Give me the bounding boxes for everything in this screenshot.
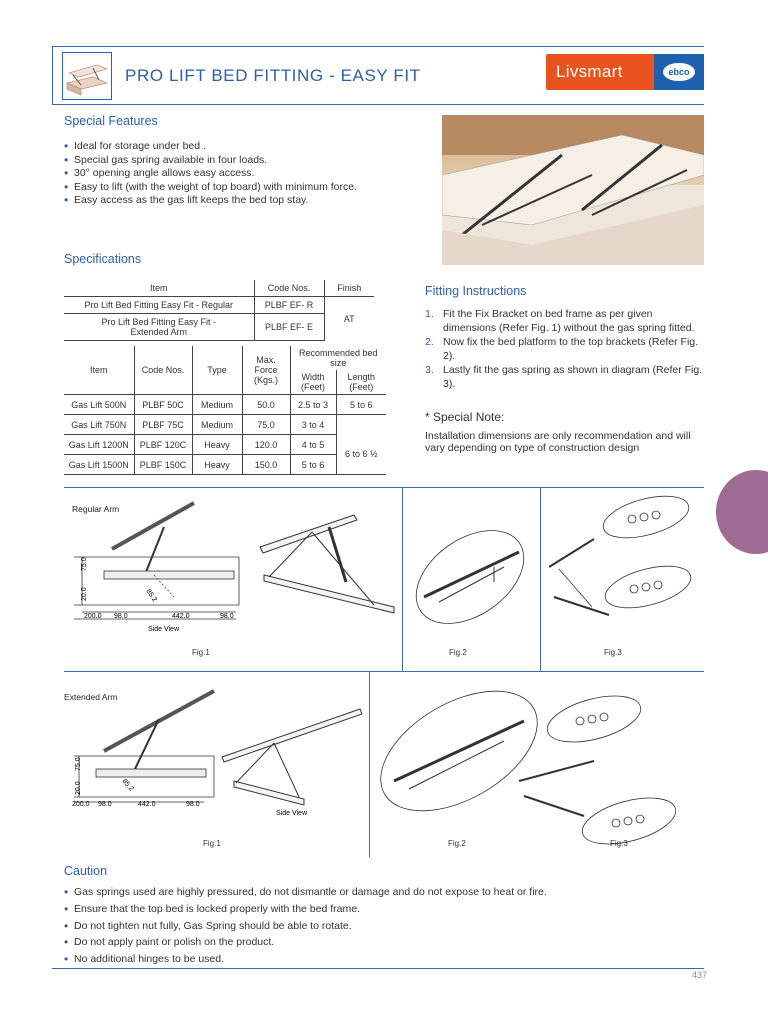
table-cell: Heavy [192,455,242,475]
table-cell: 75.0 [242,415,290,435]
list-item: • 30° opening angle allows easy access. [64,167,364,181]
step-text: Lastly fit the gas spring as shown in diagram (Refer Fig. 3). [443,364,703,390]
dim-h1: 75.0 [75,757,82,771]
table-cell: Gas Lift 1200N [64,435,134,455]
table-cell: 2.5 to 3 [290,395,336,415]
dim-h1: 75.0 [81,557,88,571]
product-thumbnail [62,52,112,100]
regular-arm-title: Regular Arm [72,504,120,514]
caution-list [64,884,704,968]
dim-b1: 200.0 [72,801,90,808]
table-cell: 6 to 6 ½ [336,435,386,475]
dim-b2: 98.0 [114,613,128,620]
spec-table-fittings [64,280,374,341]
list-item: • Do not tighten nut fully, Gas Spring should be able to rotate. [64,918,704,935]
table-cell: PLBF 50C [134,395,192,415]
extended-arm-diagrams [64,671,704,857]
table-cell: PLBF EF- E [254,314,324,341]
list-item: • Ensure that the top bed is locked properly with the bed frame. [64,901,704,918]
list-item: • Do not apply paint or polish on the product. [64,934,704,951]
dim-b3: 442.0 [138,801,156,808]
table-cell: 150.0 [242,455,290,475]
table-cell: PLBF 150C [134,455,192,475]
table-cell: AT [324,297,374,341]
table-cell: 5 to 6 [336,395,386,415]
spec-table-gas-lifts [64,346,386,475]
caution-heading: Caution [64,864,108,878]
table-cell: Pro Lift Bed Fitting Easy Fit - Extended Arm [64,314,254,341]
fitting-steps-list [425,308,705,392]
list-item: • Gas springs used are highly pressured, do not dismantle or damage and do not expose to heat or fire. [64,884,704,901]
table-cell: Medium [192,415,242,435]
table-cell: PLBF 75C [134,415,192,435]
table-cell: 4 to 5 [290,435,336,455]
table-header: Item [64,280,254,297]
table-header: Recommended bed size [290,346,386,370]
extended-fig1-label: Fig.1 [203,839,221,848]
brand-name: Livsmart [556,62,623,81]
table-cell: PLBF EF- R [254,297,324,314]
product-photo [442,115,704,265]
table-cell: Heavy [192,435,242,455]
step-text: Fit the Fix Bracket on bed frame as per given dimensions (Refer Fig. 1) without the gas spring fitted. [443,308,695,334]
list-item: • Easy access as the gas lift keeps the bed top stay. [64,194,364,208]
regular-arm-diagrams [64,487,704,672]
table-header: Code Nos. [134,346,192,395]
side-view-label: Side View [148,626,180,633]
extended-arm-title: Extended Arm [64,692,118,702]
dim-b1: 200.0 [84,613,102,620]
table-header: Code Nos. [254,280,324,297]
table-header: Length (Feet) [336,370,386,395]
table-cell: 120.0 [242,435,290,455]
table-header: Width (Feet) [290,370,336,395]
brand-badge [654,54,704,90]
table-header: Item [64,346,134,395]
table-header: Type [192,346,242,395]
brand-badge-text: ebco [663,63,694,81]
table-cell: Medium [192,395,242,415]
list-item: • Ideal for storage under bed . [64,140,364,154]
list-item: • Easy to lift (with the weight of top board) with minimum force. [64,181,364,195]
dim-b4: 98.0 [186,801,200,808]
page-title: PRO LIFT BED FITTING - EASY FIT [125,66,421,85]
side-view-label: Side View [276,810,308,817]
dim-h2: 20.0 [81,587,88,601]
step-text: Now fix the bed platform to the top brackets (Refer Fig. 2). [443,336,699,362]
step-number: 3. [425,364,434,376]
dim-b2: 98.0 [98,801,112,808]
brand-logo [546,54,704,90]
regular-fig3-label: Fig.3 [604,648,622,657]
page-number: 437 [692,970,708,980]
list-item: • Special gas spring available in four loads. [64,154,364,168]
list-item: • No additional hinges to be used. [64,951,704,968]
regular-fig1-label: Fig.1 [192,648,210,657]
extended-fig3-label: Fig.3 [610,839,628,848]
table-cell: Gas Lift 750N [64,415,134,435]
table-cell: Pro Lift Bed Fitting Easy Fit - Regular [64,297,254,314]
fitting-instructions-heading: Fitting Instructions [425,284,527,298]
regular-fig2-label: Fig.2 [449,648,467,657]
list-item [425,336,705,363]
table-cell [336,415,386,435]
table-header: Finish [324,280,374,297]
special-features-list [64,140,364,208]
table-cell: 3 to 4 [290,415,336,435]
step-number: 2. [425,336,434,348]
table-cell: Gas Lift 1500N [64,455,134,475]
dim-b4: 98.0 [220,613,234,620]
section-tab [716,470,768,554]
dim-diag: 85.2 [144,588,158,604]
dim-h2: 20.0 [75,781,82,795]
dim-diag: 85.2 [120,777,135,793]
table-cell: 50.0 [242,395,290,415]
special-features-heading: Special Features [64,114,158,128]
table-cell: Gas Lift 500N [64,395,134,415]
step-number: 1. [425,308,434,320]
list-item [425,308,705,335]
table-cell: 5 to 6 [290,455,336,475]
table-cell: PLBF 120C [134,435,192,455]
list-item [425,364,705,391]
special-note-heading: * Special Note: [425,410,505,424]
dim-b3: 442.0 [172,613,190,620]
specifications-heading: Specifications [64,252,142,266]
table-header: Max. Force (Kgs.) [242,346,290,395]
special-note-text: Installation dimensions are only recommendation and will vary depending on type of construction design [425,430,691,454]
extended-fig2-label: Fig.2 [448,839,466,848]
